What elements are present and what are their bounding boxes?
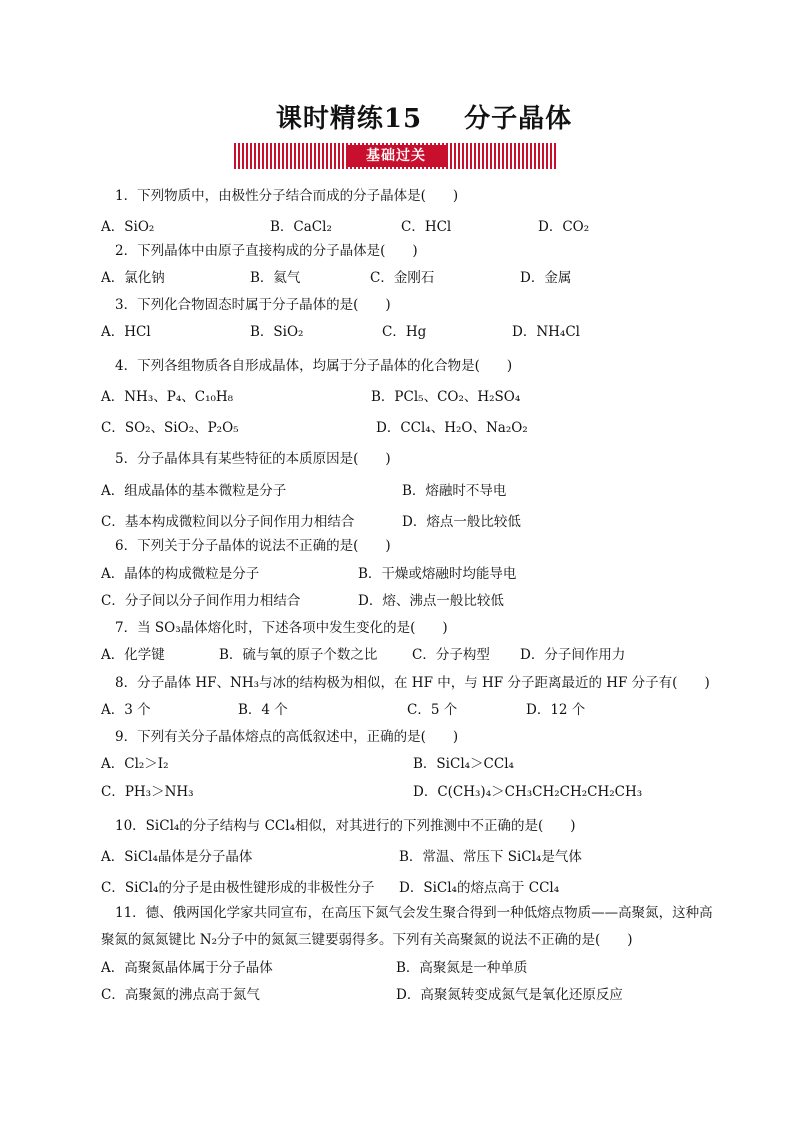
q9-option-d: D．C(CH₃)₄＞CH₃CH₂CH₂CH₂CH₃	[413, 784, 643, 800]
q6-option-c: C．分子间以分子间作用力相结合	[101, 593, 301, 609]
q3-option-d: D．NH₄Cl	[512, 324, 580, 340]
q8-option-a: A．3 个	[101, 702, 151, 718]
q2-option-a: A．氯化钠	[101, 270, 165, 286]
q7-option-b: B．硫与氧的原子个数之比	[219, 647, 378, 663]
q4-option-a: A．NH₃、P₄、C₁₀H₈	[101, 389, 234, 405]
q11-option-d: D．高聚氮转变成氮气是氧化还原反应	[396, 987, 623, 1003]
section-banner	[234, 143, 558, 169]
q11-option-b: B．高聚氮是一种单质	[396, 960, 528, 976]
title-number: 15	[383, 104, 423, 134]
q10-option-c: C．SiCl₄的分子是由极性键形成的非极性分子	[101, 880, 375, 896]
q1-option-a: A．SiO₂	[101, 219, 155, 235]
q7-option-d: D．分子间作用力	[520, 647, 626, 663]
question-5-stem: 5．分子晶体具有某些特征的本质原因是( )	[115, 451, 391, 467]
q1-option-d: D．CO₂	[538, 219, 590, 235]
question-9-stem: 9．下列有关分子晶体熔点的高低叙述中，正确的是( )	[115, 729, 459, 745]
question-1-stem: 1．下列物质中，由极性分子结合而成的分子晶体是( )	[115, 188, 459, 204]
question-7-stem: 7．当 SO₃晶体熔化时，下述各项中发生变化的是( )	[115, 620, 448, 636]
q4-option-d: D．CCl₄、H₂O、Na₂O₂	[376, 420, 528, 436]
q5-option-d: D．熔点一般比较低	[402, 514, 521, 530]
q6-option-d: D．熔、沸点一般比较低	[358, 593, 504, 609]
q3-option-a: A．HCl	[101, 324, 151, 340]
q5-option-a: A．组成晶体的基本微粒是分子	[101, 483, 287, 499]
question-11-stem-line-2: 聚氮的氮氮键比 N₂分子中的氮氮三键要弱得多。下列有关高聚氮的说法不正确的是( )	[101, 932, 633, 948]
q10-option-a: A．SiCl₄晶体是分子晶体	[101, 849, 253, 865]
q3-option-b: B．SiO₂	[250, 324, 304, 340]
question-6-stem: 6．下列关于分子晶体的说法不正确的是( )	[115, 538, 391, 554]
q1-option-b: B．CaCl₂	[270, 219, 332, 235]
question-8-stem: 8．分子晶体 HF、NH₃与冰的结构极为相似，在 HF 中，与 HF 分子距离最近的 HF 分子有( )	[115, 675, 710, 691]
q9-option-b: B．SiCl₄＞CCl₄	[413, 756, 514, 772]
q9-option-c: C．PH₃＞NH₃	[101, 784, 194, 800]
question-3-stem: 3．下列化合物固态时属于分子晶体的是( )	[115, 297, 391, 313]
title-left: 课时精练	[275, 104, 384, 134]
question-2-stem: 2．下列晶体中由原子直接构成的分子晶体是( )	[115, 243, 418, 259]
q6-option-b: B．干燥或熔融时均能导电	[358, 566, 517, 582]
q2-option-c: C．金刚石	[370, 270, 435, 286]
q2-option-d: D．金属	[520, 270, 572, 286]
q4-option-c: C．SO₂、SiO₂、P₂O₅	[101, 420, 239, 436]
q7-option-a: A．化学键	[101, 647, 165, 663]
q3-option-c: C．Hg	[382, 324, 427, 340]
question-11-stem-line-1: 11．德、俄两国化学家共同宣布，在高压下氮气会发生聚合得到一种低熔点物质——高聚氮，这种高	[115, 905, 713, 921]
q8-option-b: B．4 个	[238, 702, 288, 718]
q10-option-d: D．SiCl₄的熔点高于 CCl₄	[399, 880, 560, 896]
q11-option-c: C．高聚氮的沸点高于氮气	[101, 987, 260, 1003]
question-4-stem: 4．下列各组物质各自形成晶体，均属于分子晶体的化合物是( )	[115, 358, 513, 374]
q9-option-a: A．Cl₂＞I₂	[101, 756, 169, 772]
q5-option-c: C．基本构成微粒间以分子间作用力相结合	[101, 514, 355, 530]
q1-option-c: C．HCl	[401, 219, 452, 235]
question-10-stem: 10．SiCl₄的分子结构与 CCl₄相似，对其进行的下列推测中不正确的是( )	[115, 818, 576, 834]
q6-option-a: A．晶体的构成微粒是分子	[101, 566, 260, 582]
q11-option-a: A．高聚氮晶体属于分子晶体	[101, 960, 273, 976]
banner-label: 基础过关	[346, 145, 446, 167]
q8-option-d: D．12 个	[526, 702, 586, 718]
q7-option-c: C．分子构型	[412, 647, 490, 663]
page-title	[0, 98, 794, 135]
q2-option-b: B．氦气	[250, 270, 301, 286]
q10-option-b: B．常温、常压下 SiCl₄是气体	[399, 849, 582, 865]
q4-option-b: B．PCl₅、CO₂、H₂SO₄	[371, 389, 521, 405]
q8-option-c: C．5 个	[407, 702, 458, 718]
title-right: 分子晶体	[464, 104, 573, 134]
q5-option-b: B．熔融时不导电	[402, 483, 507, 499]
